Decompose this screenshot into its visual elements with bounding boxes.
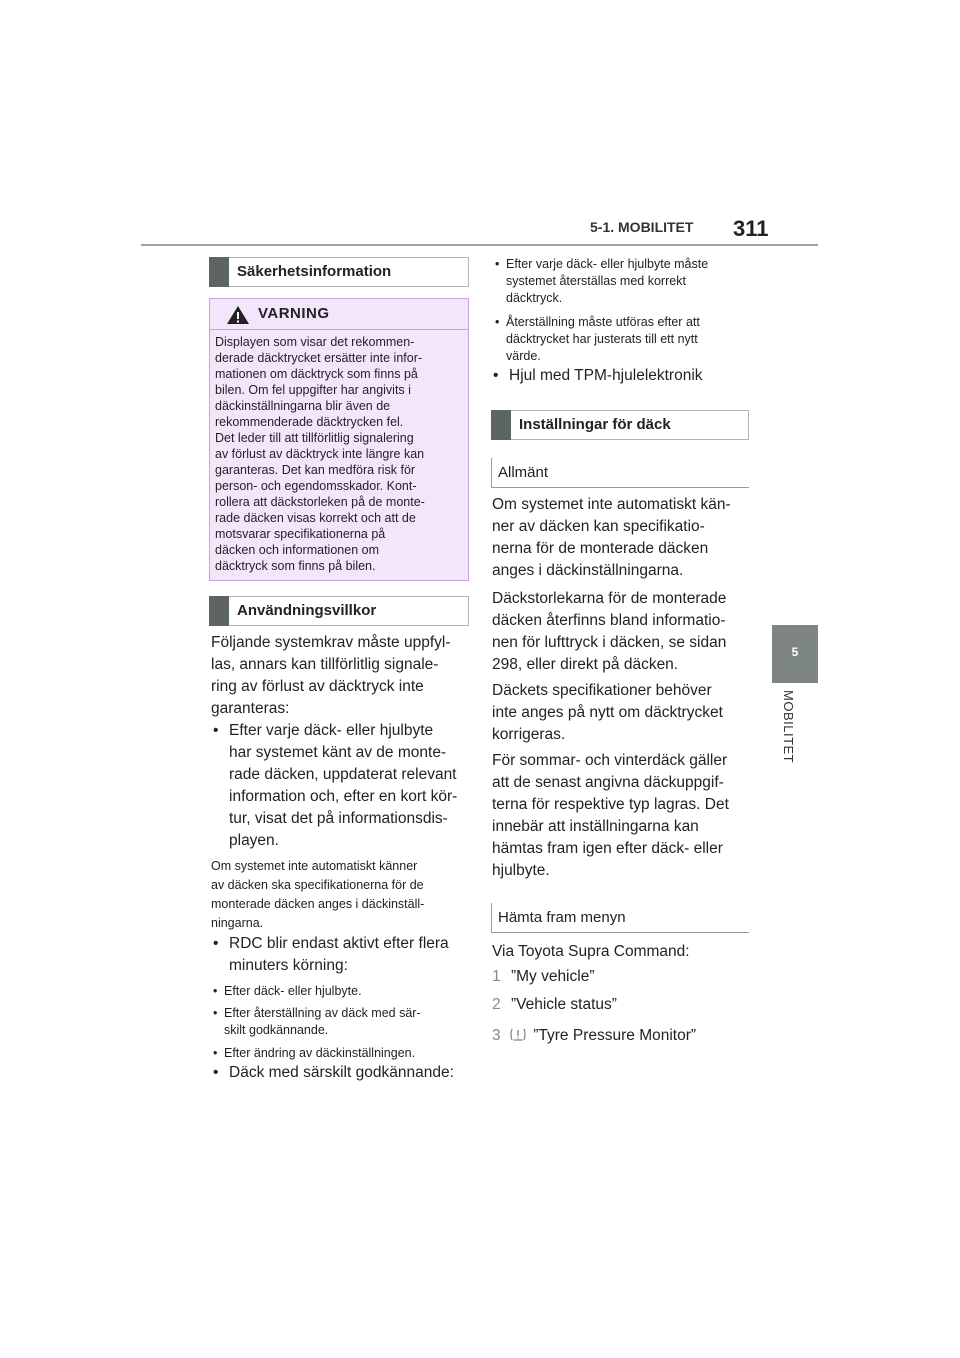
- list-item: • Hjul med TPM-hjulelektronik: [493, 367, 703, 384]
- usage-heading: Användningsvillkor: [209, 596, 469, 626]
- header-rule: [141, 244, 818, 246]
- warning-triangle-icon: [226, 305, 250, 325]
- warning-text: Displayen som visar det rekommen- derade däcktrycket ersätter inte infor- mationen om däcktryck som finns på bilen. Om fel uppgifter har angivits i däckinställningarna blir även de rekommenderade däcktrycken fel. Det leder till att tillförlitlig signalering av förlust av däcktryck inte längre kan garanteras. Det kan medföra risk för person- och egendomsskador. Kont- rollera att däckstorleken på de monte- rade däcken visas korrekt och att de motsvarar specifikationerna på däcken och informationen om däcktryck som finns på bilen.: [215, 335, 425, 573]
- settings-heading: Inställningar för däck: [491, 410, 749, 440]
- list-item: • Efter varje däck- eller hjulbyte har systemet känt av de monte- rade däcken, uppdaterat relevant information och, efter en kort kör- tur, visat det på informationsdis- playen.: [213, 722, 458, 849]
- small-list-item: • Återställning måste utföras efter att däcktrycket har justerats till ett nytt värde.: [495, 315, 700, 363]
- small-list-item: • Efter varje däck- eller hjulbyte måste systemet återställas med korrekt däcktryck.: [495, 257, 709, 305]
- section-title: 5-1. MOBILITET: [590, 219, 694, 235]
- small-list-item: • Efter återställning av däck med sär- skilt godkännande.: [213, 1006, 421, 1037]
- small-list-item: • Efter ändring av däckinställningen.: [213, 1046, 416, 1060]
- safety-heading: Säkerhetsinformation: [209, 257, 469, 287]
- paragraph: Om systemet inte automatiskt kän- ner av däcken kan specifikatio- nerna för de monterade däcken anges i däckinställningarna.: [492, 496, 731, 579]
- list-item: • Däck med särskilt godkännande:: [213, 1064, 454, 1081]
- small-list-item: • Efter däck- eller hjulbyte.: [213, 984, 362, 998]
- paragraph: Däckstorlekarna för de monterade däcken återfinns bland informatio- nen för lufttryck i däcken, se sidan 298, eller direkt på däcken.: [492, 590, 727, 673]
- paragraph: Däckets specifikationer behöver inte anges på nytt om däcktrycket korrigeras.: [492, 682, 723, 743]
- chapter-label: MOBILITET: [781, 690, 796, 764]
- tyre-pressure-icon: [509, 1027, 527, 1042]
- step-3: 3 ”Tyre Pressure Monitor”: [492, 1027, 697, 1044]
- warning-box: [209, 298, 469, 581]
- chapter-number: 5: [791, 645, 799, 659]
- warning-header: [210, 299, 468, 330]
- chapter-tab: [772, 625, 818, 683]
- step-2: 2 ”Vehicle status”: [492, 996, 617, 1013]
- note-text: Om systemet inte automatiskt känner av däcken ska specifikationerna för de monterade däcken anges i däckinställ- ningarna.: [211, 859, 425, 930]
- page-number: 311: [733, 216, 769, 241]
- paragraph: För sommar- och vinterdäck gäller att de senast angivna däckuppgif- terna för respektive typ lagras. Det innebär att inställningarna kan hämtas fram igen efter däck- eller hjulbyte.: [492, 752, 729, 879]
- list-item: • RDC blir endast aktivt efter flera minuters körning:: [213, 935, 449, 974]
- warning-title: VARNING: [258, 305, 330, 322]
- general-subheading: Allmänt: [491, 458, 749, 488]
- via-text: Via Toyota Supra Command:: [492, 943, 690, 960]
- step-1: 1 ”My vehicle”: [492, 968, 595, 985]
- usage-intro: Följande systemkrav måste uppfyl- las, annars kan tillförlitlig signale- ring av förlust av däcktryck inte garanteras:: [211, 634, 451, 717]
- menu-subheading: Hämta fram menyn: [491, 903, 749, 933]
